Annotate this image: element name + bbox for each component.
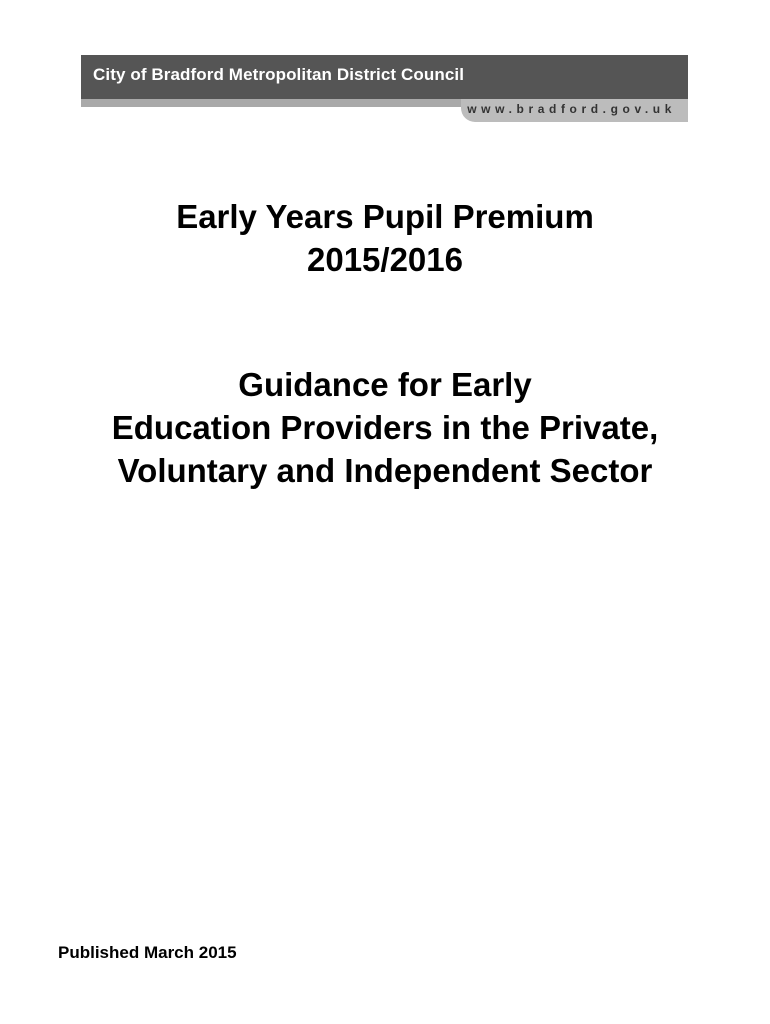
- document-title-line-2: 2015/2016: [307, 241, 463, 278]
- banner-dark-bar: [81, 55, 688, 99]
- document-title-line-1: Early Years Pupil Premium: [176, 198, 594, 235]
- document-subtitle-line-2: Education Providers in the Private,: [111, 409, 659, 446]
- council-name: City of Bradford Metropolitan District Council: [93, 65, 465, 84]
- document-title: [0, 195, 770, 281]
- council-website: www.bradford.gov.uk: [467, 102, 676, 116]
- publication-date: Published March 2015: [58, 943, 237, 962]
- council-banner: [81, 55, 688, 122]
- document-subtitle: [0, 363, 770, 492]
- document-subtitle-line-3: Voluntary and Independent Sector: [117, 452, 653, 489]
- document-subtitle-line-1: Guidance for Early: [238, 366, 532, 403]
- banner-url-tab: [461, 99, 688, 122]
